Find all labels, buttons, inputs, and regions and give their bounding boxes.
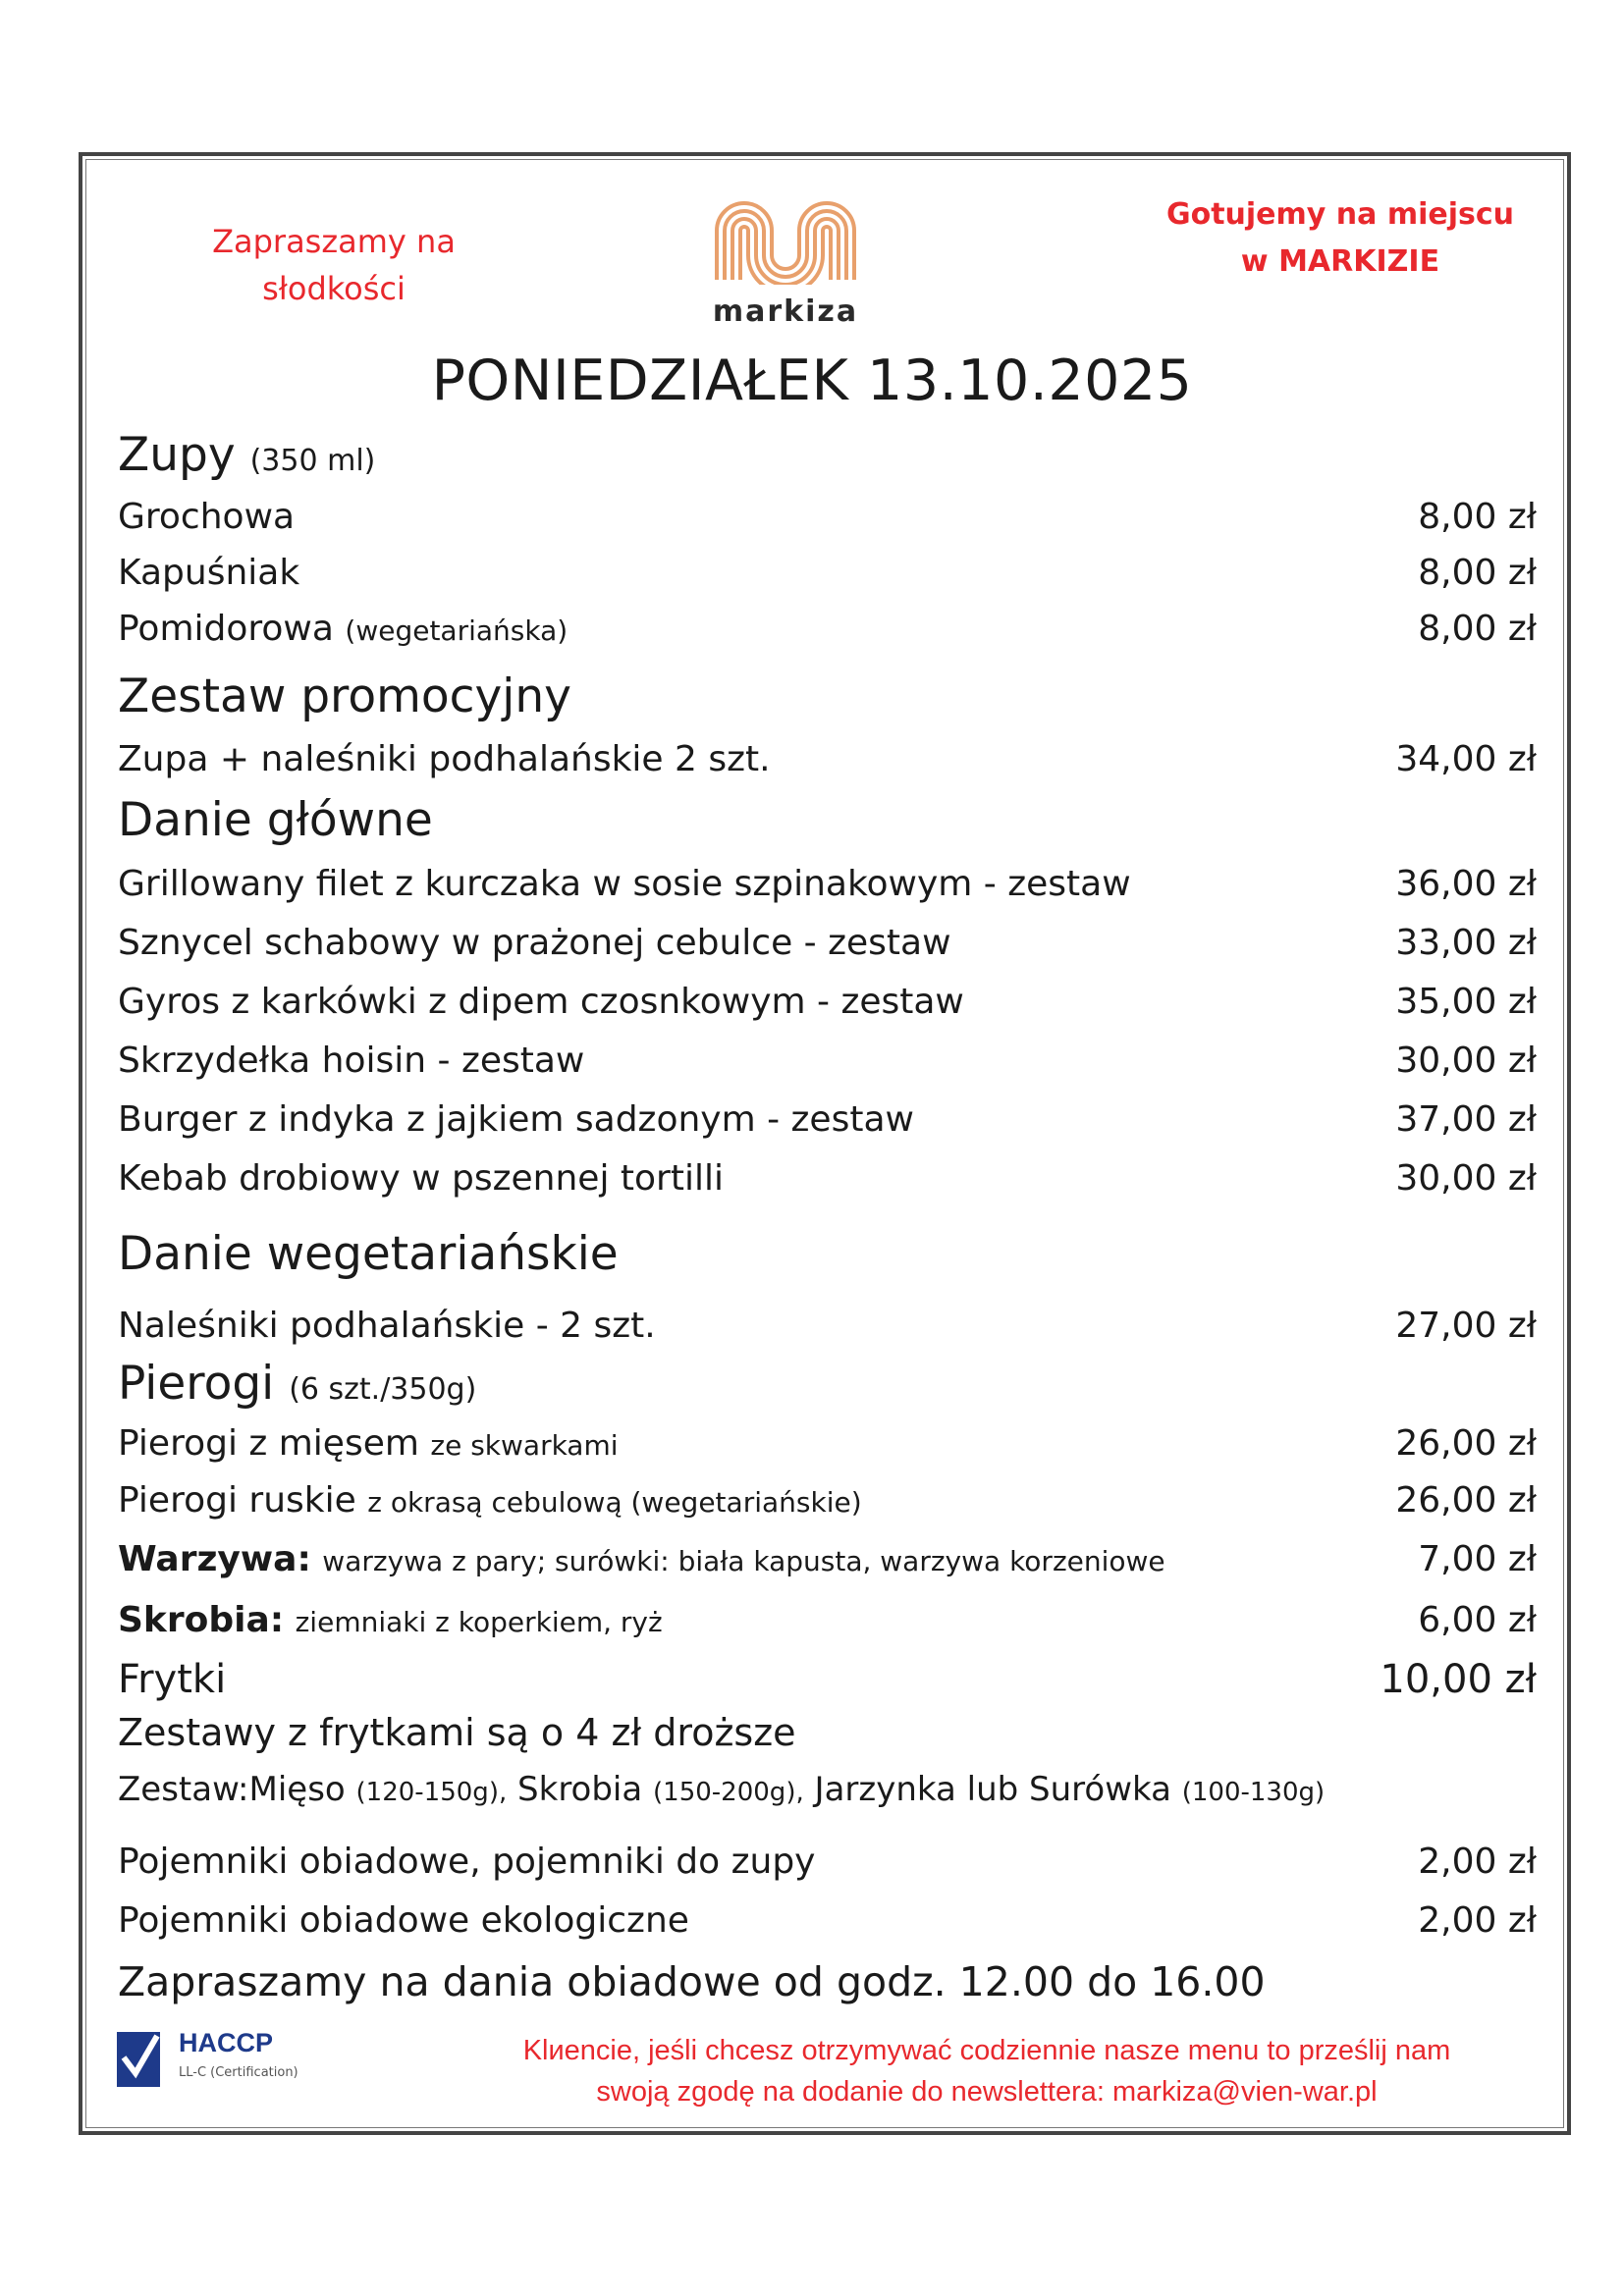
item-name: Kebab drobiowy w pszennej tortilli <box>118 1157 724 1199</box>
sweets-note-line1: Zapraszamy na <box>212 223 456 260</box>
cooking-note <box>1129 191 1551 286</box>
menu-row <box>118 1298 1537 1353</box>
section-title-wege: Danie wegetariańskie <box>118 1227 619 1281</box>
sweets-note-line2: słodkości <box>262 270 406 307</box>
menu-row <box>118 1472 1537 1527</box>
section-pierogi-label: Pierogi <box>118 1357 275 1411</box>
item-price: 33,00 zł <box>1395 922 1537 963</box>
menu-row <box>118 601 1537 656</box>
item-price: 30,00 zł <box>1395 1040 1537 1081</box>
item-name: Gyros z karkówki z dipem czosnkowym - zestaw <box>118 981 964 1022</box>
section-zupy-note: (350 ml) <box>249 444 376 478</box>
menu-row-frytki <box>118 1652 1537 1707</box>
newsletter-line2: swoją zgodę na dodanie do newslettera: markiza@vien-war.pl <box>596 2076 1378 2108</box>
menu-row <box>118 489 1537 544</box>
haccp-subtitle: LL-C (Certification) <box>179 2065 298 2080</box>
haccp-check-icon <box>116 2028 163 2089</box>
menu-row-skrobia <box>118 1592 1537 1647</box>
cooking-note-line2: w MARKIZIE <box>1240 244 1440 279</box>
section-title-pierogi <box>118 1357 476 1411</box>
section-title-zupy <box>118 428 375 482</box>
item-price: 7,00 zł <box>1418 1538 1537 1579</box>
menu-row <box>118 1415 1537 1470</box>
menu-row <box>118 731 1537 786</box>
page-title: PONIEDZIAŁEK 13.10.2025 <box>431 348 1193 413</box>
item-name: Burger z indyka z jajkiem sadzonym - zestaw <box>118 1098 914 1140</box>
frytki-note: Zestawy z frytkami są o 4 zł droższe <box>118 1711 796 1754</box>
menu-row <box>118 974 1537 1029</box>
item-name: Pojemniki obiadowe, pojemniki do zupy <box>118 1841 816 1882</box>
menu-row-warzywa <box>118 1531 1537 1586</box>
item-name: Sznycel schabowy w prażonej cebulce - zestaw <box>118 922 951 963</box>
menu-row <box>118 915 1537 970</box>
item-name: Naleśniki podhalańskie - 2 szt. <box>118 1305 656 1346</box>
item-price: 2,00 zł <box>1418 1899 1537 1941</box>
section-zupy-label: Zupy <box>118 428 236 482</box>
menu-row <box>118 545 1537 600</box>
menu-row <box>118 856 1537 911</box>
menu-row <box>118 1033 1537 1088</box>
newsletter-line1: Klиencie, jeśli chcesz otrzymywać codziennie nasze menu to prześlij nam <box>522 2035 1451 2066</box>
menu-row <box>118 1150 1537 1205</box>
markiza-logo-icon <box>707 187 864 285</box>
item-price: 10,00 zł <box>1380 1657 1537 1702</box>
cooking-note-line1: Gotujemy na miejscu <box>1165 197 1515 232</box>
item-price: 27,00 zł <box>1395 1305 1537 1346</box>
item-name: Kapuśniak <box>118 552 300 593</box>
item-name: Zupa + naleśniki podhalańskie 2 szt. <box>118 738 771 779</box>
section-title-glowne: Danie główne <box>118 793 433 847</box>
item-price: 26,00 zł <box>1395 1479 1537 1521</box>
menu-row <box>118 1834 1537 1889</box>
haccp-title: HACCP <box>179 2028 274 2057</box>
item-name: Skrobia: ziemniaki z koperkiem, ryż <box>118 1599 663 1640</box>
item-price: 2,00 zł <box>1418 1841 1537 1882</box>
item-name: Grochowa <box>118 496 296 537</box>
item-name: Grillowany filet z kurczaka w sosie szpinakowym - zestaw <box>118 863 1131 904</box>
opening-hours: Zapraszamy na dania obiadowe od godz. 12.00 do 16.00 <box>118 1958 1266 2005</box>
item-name: Pierogi ruskie z okrasą cebulową (wegetariańskie) <box>118 1479 862 1521</box>
item-price: 35,00 zł <box>1395 981 1537 1022</box>
item-price: 26,00 zł <box>1395 1422 1537 1464</box>
item-name: Pojemniki obiadowe ekologiczne <box>118 1899 689 1941</box>
sweets-note <box>177 218 491 312</box>
item-price: 37,00 zł <box>1395 1098 1537 1140</box>
item-name: Warzywa: warzywa z pary; surówki: biała kapusta, warzywa korzeniowe <box>118 1538 1165 1579</box>
logo-text: markiza <box>712 294 859 329</box>
item-name: Pomidorowa (wegetariańska) <box>118 608 568 649</box>
item-price: 8,00 zł <box>1418 608 1537 649</box>
item-price: 6,00 zł <box>1418 1599 1537 1640</box>
item-price: 8,00 zł <box>1418 552 1537 593</box>
item-name: Skrzydełka hoisin - zestaw <box>118 1040 585 1081</box>
section-pierogi-note: (6 szt./350g) <box>289 1372 477 1407</box>
item-name: Frytki <box>118 1657 227 1702</box>
item-price: 30,00 zł <box>1395 1157 1537 1199</box>
item-name: Pierogi z mięsem ze skwarkami <box>118 1422 619 1464</box>
section-title-promo: Zestaw promocyjny <box>118 669 571 723</box>
item-price: 34,00 zł <box>1395 738 1537 779</box>
item-price: 8,00 zł <box>1418 496 1537 537</box>
menu-row <box>118 1092 1537 1147</box>
item-price: 36,00 zł <box>1395 863 1537 904</box>
zestaw-composition: Zestaw:Mięso (120-150g), Skrobia (150-200g), Jarzynka lub Surówka (100-130g) <box>118 1770 1326 1809</box>
haccp-badge <box>116 2028 332 2091</box>
newsletter-note <box>422 2030 1551 2112</box>
menu-row <box>118 1893 1537 1948</box>
